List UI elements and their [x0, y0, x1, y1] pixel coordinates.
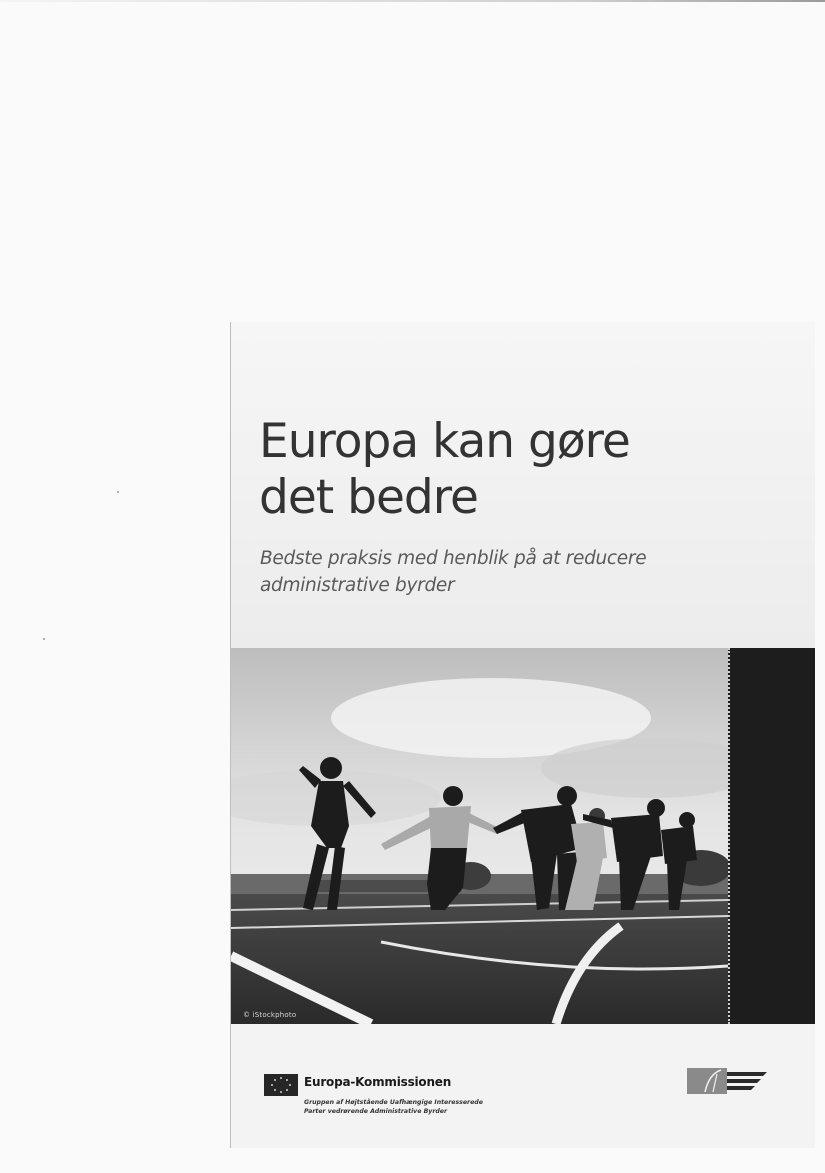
- organization-group: [304, 1098, 564, 1116]
- cover-footer: [231, 1024, 815, 1148]
- subtitle-line-1: Bedste praksis med henblik på at reducere: [260, 548, 647, 569]
- title-line-1: Europa kan gøre: [259, 414, 630, 469]
- group-line-1: Gruppen af Højtstående Uafhængige Interesserede: [304, 1099, 483, 1106]
- high-level-group-logo-icon: [687, 1066, 769, 1096]
- scan-speck: [117, 491, 119, 493]
- group-line-2: Parter vedrørende Administrative Byrder: [304, 1108, 448, 1115]
- scan-speck: [43, 638, 45, 640]
- brochure-cover: [230, 322, 815, 1148]
- photo-credit: © iStockphoto: [243, 1011, 297, 1019]
- photo-illustration: [231, 648, 728, 1024]
- page-edge: [0, 0, 825, 2]
- dark-side-panel: [728, 648, 815, 1024]
- cover-subtitle: [260, 545, 760, 599]
- business-people-sprint-start-image: [231, 648, 728, 1024]
- subtitle-line-2: administrative byrder: [260, 575, 455, 596]
- cover-title: [259, 414, 779, 526]
- title-line-2: det bedre: [259, 470, 478, 525]
- eu-flag-icon: [264, 1074, 298, 1096]
- organization-name: Europa-Kommissionen: [304, 1075, 452, 1089]
